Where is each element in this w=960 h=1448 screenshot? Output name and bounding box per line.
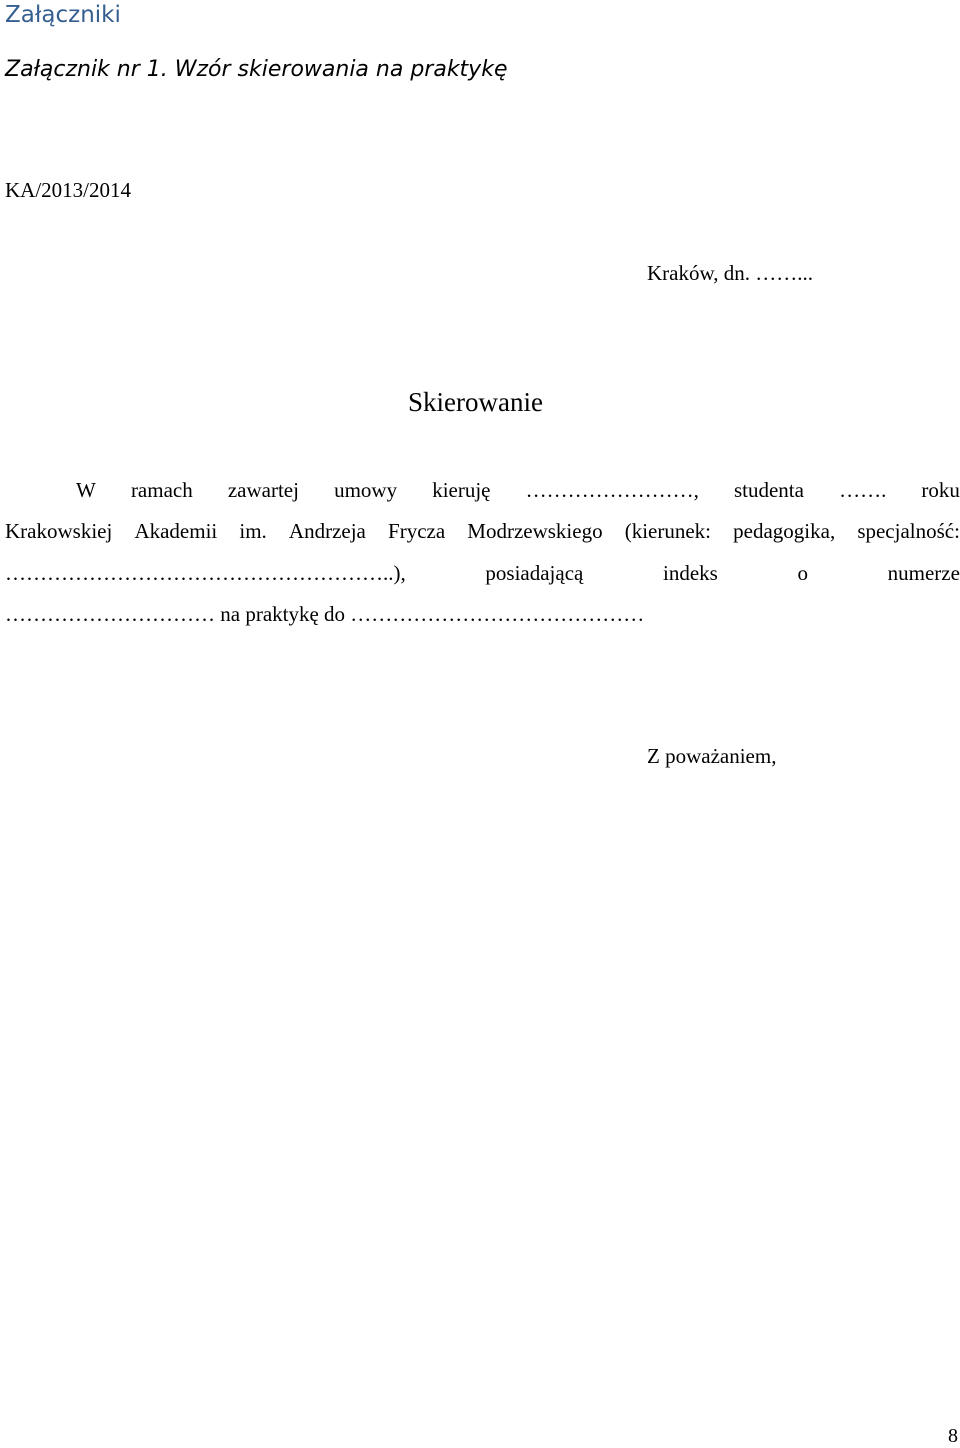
blank-year: ……. bbox=[839, 478, 887, 502]
word: zawartej bbox=[227, 478, 299, 502]
word: roku bbox=[921, 478, 960, 502]
place-date: Kraków, dn. ……... bbox=[647, 261, 814, 285]
word: Akademii bbox=[134, 519, 218, 543]
word: indeks bbox=[663, 561, 718, 585]
word: o bbox=[797, 561, 808, 585]
word: specjalność: bbox=[857, 519, 960, 543]
word: Frycza bbox=[388, 519, 446, 543]
word: ramach bbox=[130, 478, 193, 502]
body-line-2 bbox=[5, 518, 960, 544]
section-title: Załączniki bbox=[5, 2, 121, 28]
body-line-1 bbox=[5, 477, 960, 503]
word: studenta bbox=[733, 478, 804, 502]
blank-specialization: ………………………………………………..), bbox=[5, 561, 406, 585]
closing-salutation: Z poważaniem, bbox=[647, 744, 777, 768]
word: kieruję bbox=[432, 478, 491, 502]
reference-number: KA/2013/2014 bbox=[5, 178, 131, 202]
word: Modrzewskiego bbox=[467, 519, 603, 543]
word: posiadającą bbox=[485, 561, 584, 585]
body-line-4: ………………………… na praktykę do …………………………………… bbox=[5, 602, 645, 626]
word: pedagogika, bbox=[733, 519, 836, 543]
word: numerze bbox=[887, 561, 960, 585]
word: im. bbox=[239, 519, 267, 543]
word: W bbox=[76, 478, 96, 502]
word: Krakowskiej bbox=[5, 519, 113, 543]
blank-student-name: ……………………, bbox=[525, 478, 699, 502]
word: (kierunek: bbox=[624, 519, 712, 543]
word: umowy bbox=[334, 478, 398, 502]
appendix-title: Załącznik nr 1. Wzór skierowania na praktykę bbox=[5, 57, 508, 82]
document-title: Skierowanie bbox=[408, 387, 543, 417]
page-number: 8 bbox=[948, 1425, 958, 1447]
body-line-3 bbox=[5, 560, 960, 586]
word: Andrzeja bbox=[288, 519, 366, 543]
